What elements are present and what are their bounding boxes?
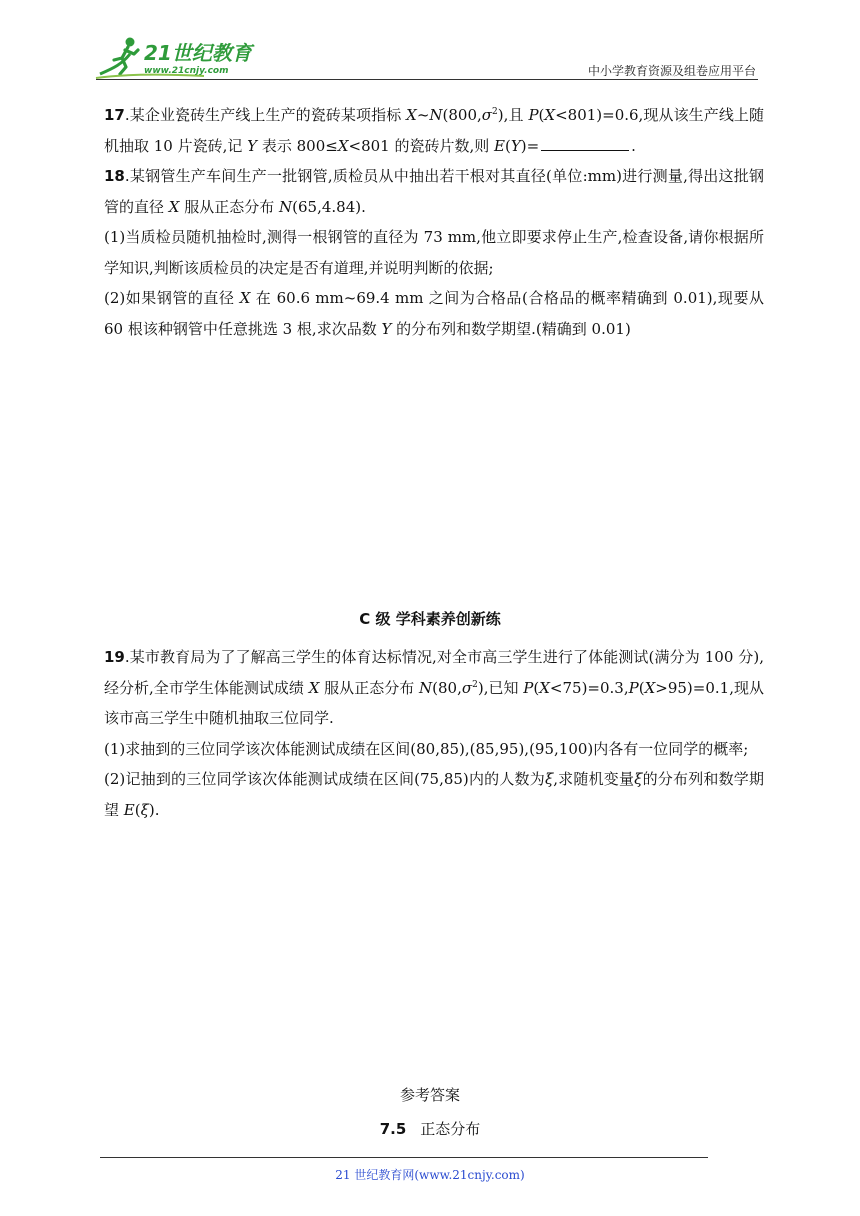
- question-number: 18: [104, 167, 125, 185]
- question-18-part-1: (1)当质检员随机抽检时,测得一根钢管的直径为 73 mm,他立即要求停止生产,检查设备,请你根据所学知识,判断该质检员的决定是否有道理,并说明判断的依据;: [104, 228, 764, 277]
- question-19: 19.某市教育局为了了解高三学生的体育达标情况,对全市高三学生进行了体能测试(满分为 100 分),经分析,全市学生体能测试成绩 X 服从正态分布 $N(80,\sigma^2)$,已知 P(X<75)=0.3,P(X>95)=0.1,现从该市高三学生中随机抽取三位同学.: [104, 648, 764, 727]
- answers-heading: 参考答案: [399, 1086, 460, 1104]
- answers-section-number: 7.5: [379, 1120, 407, 1138]
- answers-section-title: [0, 1118, 860, 1139]
- question-18-part-2: (2)如果钢管的直径 X 在 60.6 mm~69.4 mm 之间为合格品(合格品的概率精确到 0.01),现要从 60 根该种钢管中任意挑选 3 根,求次品数 Y 的分布列和数学期望.(精确到 0.01): [104, 289, 764, 338]
- logo-url-text: www.21cnjy.com: [144, 66, 229, 76]
- question-number: 17: [104, 106, 125, 124]
- answers-section-name: 正态分布: [420, 1120, 481, 1138]
- question-19-block: [104, 642, 764, 825]
- section-title: C 级 学科素养创新练: [359, 610, 501, 628]
- answer-blank: [541, 136, 629, 151]
- footer-divider: [100, 1157, 708, 1158]
- logo-main-text: 21世纪教育: [144, 41, 252, 65]
- header-divider: [96, 79, 758, 80]
- question-19-part-1: (1)求抽到的三位同学该次体能测试成绩在区间(80,85),(85,95),(95,100)内各有一位同学的概率;: [104, 739, 749, 758]
- footer-link[interactable]: 21 世纪教育网(www.21cnjy.com): [335, 1168, 525, 1182]
- question-19-part-2: (2)记抽到的三位同学该次体能测试成绩在区间(75,85)内的人数为ξ,求随机变量ξ的分布列和数学期望 E(ξ).: [104, 770, 764, 819]
- question-number: 19: [104, 648, 125, 666]
- logo-21cnjy: [94, 34, 264, 80]
- questions-block: [104, 100, 764, 344]
- question-18: 18.某钢管生产车间生产一批钢管,质检员从中抽出若干根对其直径(单位:mm)进行测量,得出这批钢管的直径 X 服从正态分布 N(65,4.84).: [104, 167, 764, 216]
- site-tagline: 中小学教育资源及组卷应用平台: [587, 64, 756, 78]
- question-17: 17.某企业瓷砖生产线上生产的瓷砖某项指标 $X\sim N(800,\sigma^2)$,且 P(X<801)=0.6,现从该生产线上随机抽取 10 片瓷砖,记 Y 表示 800≤X<801 的瓷砖片数,则 E(Y)= .: [104, 106, 765, 155]
